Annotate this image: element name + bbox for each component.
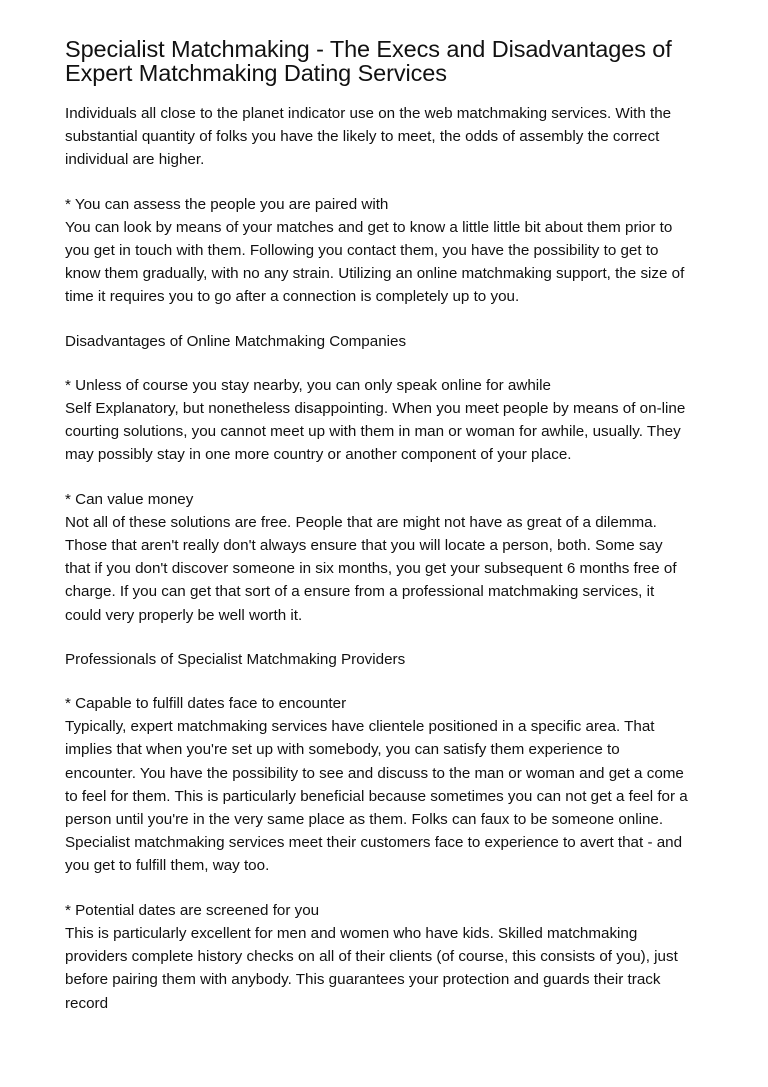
text-line: record [65,994,109,1012]
text-line: implies that when you're set up with somebody, you can satisfy them experience to [65,741,620,759]
speak-online-section [65,374,708,467]
section-bullet-heading: * Potential dates are screened for you [65,901,320,919]
text-line: you get to fulfill them, way too. [65,857,270,875]
text-line: Those that aren't really don't always ensure that you will locate a person, both. Some say [65,537,663,555]
intro-paragraph [65,102,708,172]
text-line: substantial quantity of folks you have the likely to meet, the odds of assembly the correct [65,128,660,146]
text-line: time it requires you to go after a connection is completely up to you. [65,288,520,306]
text-line: that if you don't discover someone in six months, you get your subsequent 6 months free of [65,560,677,578]
face-to-face-section [65,692,708,878]
screened-dates-section [65,899,708,1015]
text-line: may possibly stay in one more country or another component of your place. [65,446,572,464]
section-heading: Disadvantages of Online Matchmaking Companies [65,332,407,350]
value-money-section [65,488,708,627]
text-line: person until you're in the very same place as them. Folks can faux to be someone online. [65,811,664,829]
text-line: Specialist matchmaking services meet their customers face to experience to avert that - and [65,834,683,852]
disadvantages-heading-block [65,330,708,353]
text-line: Not all of these solutions are free. People that are might not have as great of a dilemma. [65,513,657,531]
text-line: Self Explanatory, but nonetheless disappointing. When you meet people by means of on-line [65,400,686,418]
text-line: providers complete history checks on all of their clients (of course, this consists of you), just [65,948,678,966]
text-line: charge. If you can get that sort of a ensure from a professional matchmaking services, it [65,583,655,601]
assess-people-section [65,193,708,309]
text-line: individual are higher. [65,151,205,169]
text-line: Typically, expert matchmaking services have clientele positioned in a specific area. That [65,718,655,736]
text-line: before pairing them with anybody. This guarantees your protection and guards their track [65,971,661,989]
section-heading: Professionals of Specialist Matchmaking Providers [65,650,406,668]
title-line: Expert Matchmaking Dating Services [65,60,447,86]
text-line: you get in touch with them. Following you contact them, you have the possibility to get to [65,242,659,260]
text-line: encounter. You have the possibility to see and discuss to the man or woman and get a come [65,764,684,782]
text-line: could very properly be well worth it. [65,606,303,624]
text-line: This is particularly excellent for men and women who have kids. Skilled matchmaking [65,924,638,942]
text-line: courting solutions, you cannot meet up with them in man or woman for awhile, usually. They [65,423,681,441]
section-bullet-heading: * You can assess the people you are paired with [65,195,389,213]
title-line: Specialist Matchmaking - The Execs and Disadvantages of [65,36,672,62]
text-line: to feel for them. This is particularly beneficial because sometimes you can not get a feel for a [65,787,688,805]
text-line: Individuals all close to the planet indicator use on the web matchmaking services. With the [65,105,672,122]
text-line: You can look by means of your matches and get to know a little little bit about them prior to [65,218,673,236]
section-bullet-heading: * Can value money [65,490,194,508]
text-line: know them gradually, with no any strain. Utilizing an online matchmaking support, the size of [65,265,685,283]
section-bullet-heading: * Unless of course you stay nearby, you can only speak online for awhile [65,376,551,394]
professionals-heading-block [65,648,708,671]
document-title [65,37,708,85]
section-bullet-heading: * Capable to fulfill dates face to encounter [65,695,347,713]
